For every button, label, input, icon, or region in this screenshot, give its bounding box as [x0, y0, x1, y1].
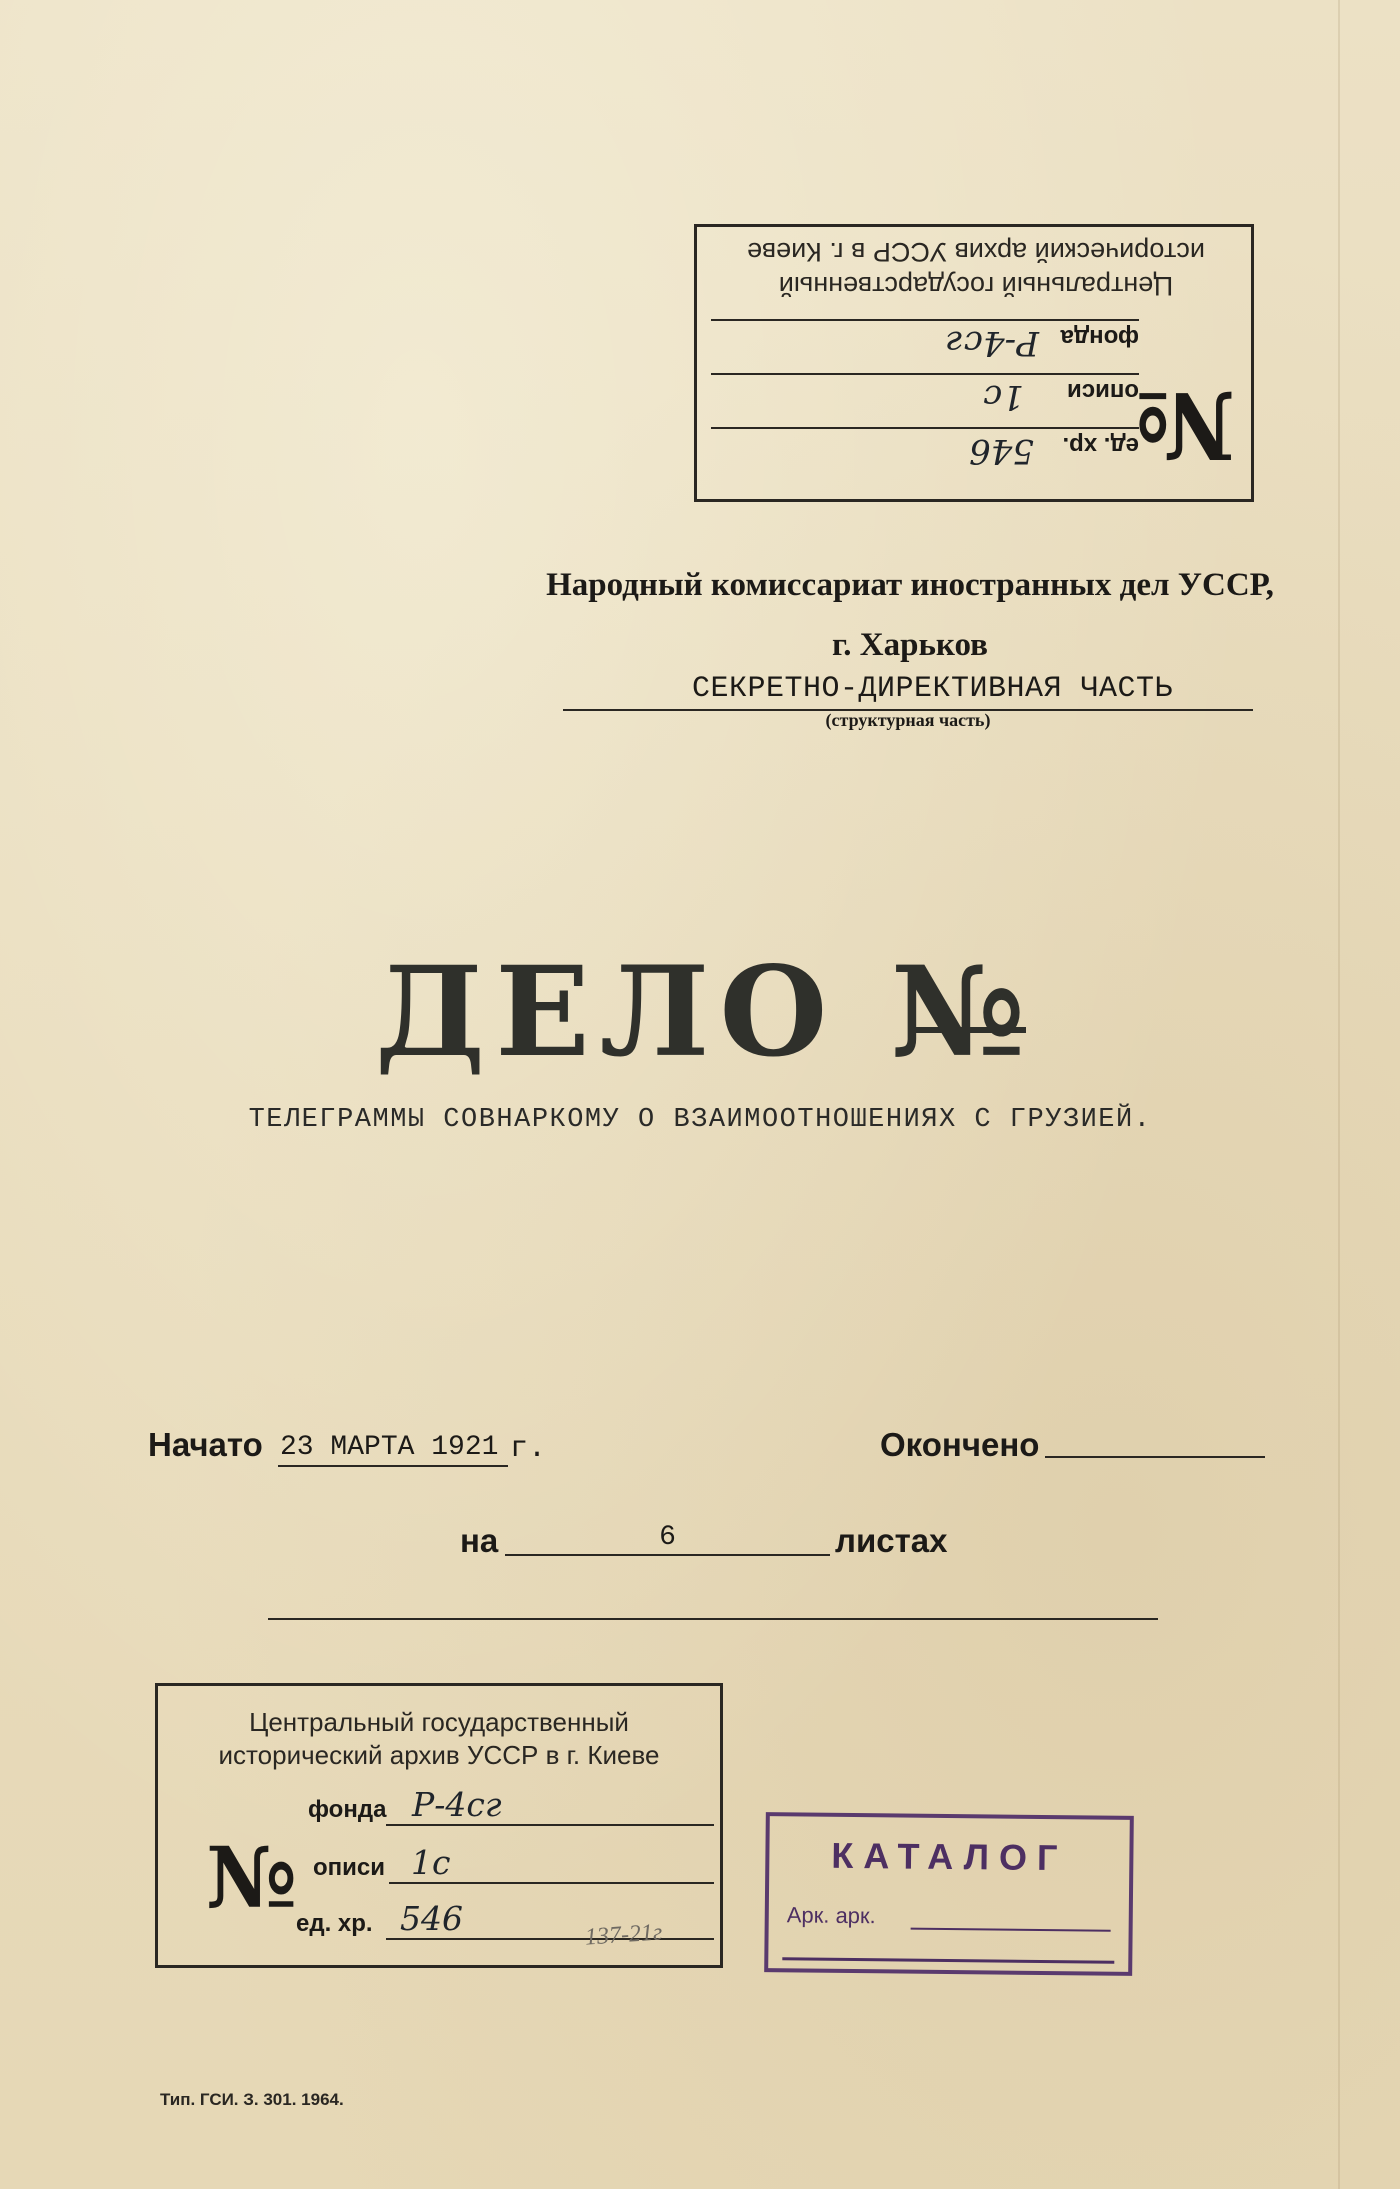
structural-section-caption: (структурная часть) [825, 710, 991, 730]
opis-value: 1с [983, 377, 1024, 417]
sheets-suffix: листах [835, 1522, 948, 1559]
opis-row [313, 1844, 714, 1884]
pencil-note: 137-21г [584, 1919, 664, 1951]
opis-value: 1с [411, 1843, 451, 1882]
fond-label: фонда [1060, 324, 1139, 351]
opis-label: описи [313, 1854, 386, 1881]
sheets-prefix: на [460, 1522, 499, 1559]
started-line [278, 1465, 508, 1467]
sheets-line [505, 1554, 830, 1556]
number-sign: № [206, 1828, 298, 1927]
opis-label: описи [1066, 378, 1139, 405]
item-line [711, 427, 1139, 429]
sheets-count: 6 [659, 1522, 676, 1553]
commissariat-city: г. Харьков [832, 627, 988, 663]
item-label: ед. хр. [1062, 432, 1139, 459]
commissariat-heading [540, 555, 1280, 675]
started-value: 23 МАРТА 1921 [280, 1432, 499, 1463]
fond-label: фонда [308, 1796, 387, 1823]
item-value: 546 [400, 1899, 463, 1938]
opis-line [389, 1882, 714, 1884]
archive-organization-line1: Центральный государственный [249, 1707, 629, 1737]
fond-line [711, 319, 1139, 321]
file-title: ДЕЛО № [375, 940, 1036, 1085]
ended-label: Окончено [880, 1426, 1040, 1463]
item-value: 546 [969, 431, 1034, 471]
started-label: Начато [148, 1426, 263, 1463]
catalog-title: КАТАЛОГ [831, 1834, 1068, 1879]
structural-section-value: СЕКРЕТНО-ДИРЕКТИВНАЯ ЧАСТЬ [691, 672, 1174, 706]
opis-row [711, 373, 1139, 415]
archive-stamp-top [694, 224, 1254, 502]
number-sign: № [1135, 371, 1235, 479]
item-line [386, 1938, 714, 1940]
catalog-sheets-line [911, 1928, 1111, 1932]
archive-organization-line2: исторический архив УССР в г. Киеве [218, 1740, 660, 1770]
archive-organization [158, 1706, 720, 1772]
item-label: ед. хр. [296, 1910, 373, 1937]
printer-imprint: Тип. ГСИ. З. 301. 1964. [160, 2090, 344, 2109]
catalog-bottom-rule [782, 1957, 1114, 1963]
opis-line [711, 373, 1139, 375]
fond-row [308, 1786, 714, 1826]
paper-fold [1338, 0, 1340, 2189]
item-row [711, 427, 1139, 469]
file-number-line [908, 1027, 1026, 1033]
catalog-stamp [764, 1812, 1134, 1976]
archive-organization: Центральный государственный исторический архив УССР в г. Киеве [747, 237, 1205, 301]
ended-line [1045, 1456, 1265, 1458]
fond-row [711, 319, 1139, 361]
fond-value: Р-4сг [946, 323, 1039, 363]
file-subject: ТЕЛЕГРАММЫ СОВНАРКОМУ О ВЗАИМООТНОШЕНИЯХ С ГРУЗИЕЙ. [248, 1105, 1152, 1135]
fond-value: Р-4сг [412, 1785, 502, 1824]
catalog-sheets-label: Арк. арк. [786, 1902, 876, 1929]
commissariat-name: Народный комиссариат иностранных дел УССР, [546, 567, 1274, 603]
started-suffix: г. [510, 1432, 547, 1466]
fond-line [386, 1824, 714, 1826]
blank-line [268, 1618, 1158, 1620]
